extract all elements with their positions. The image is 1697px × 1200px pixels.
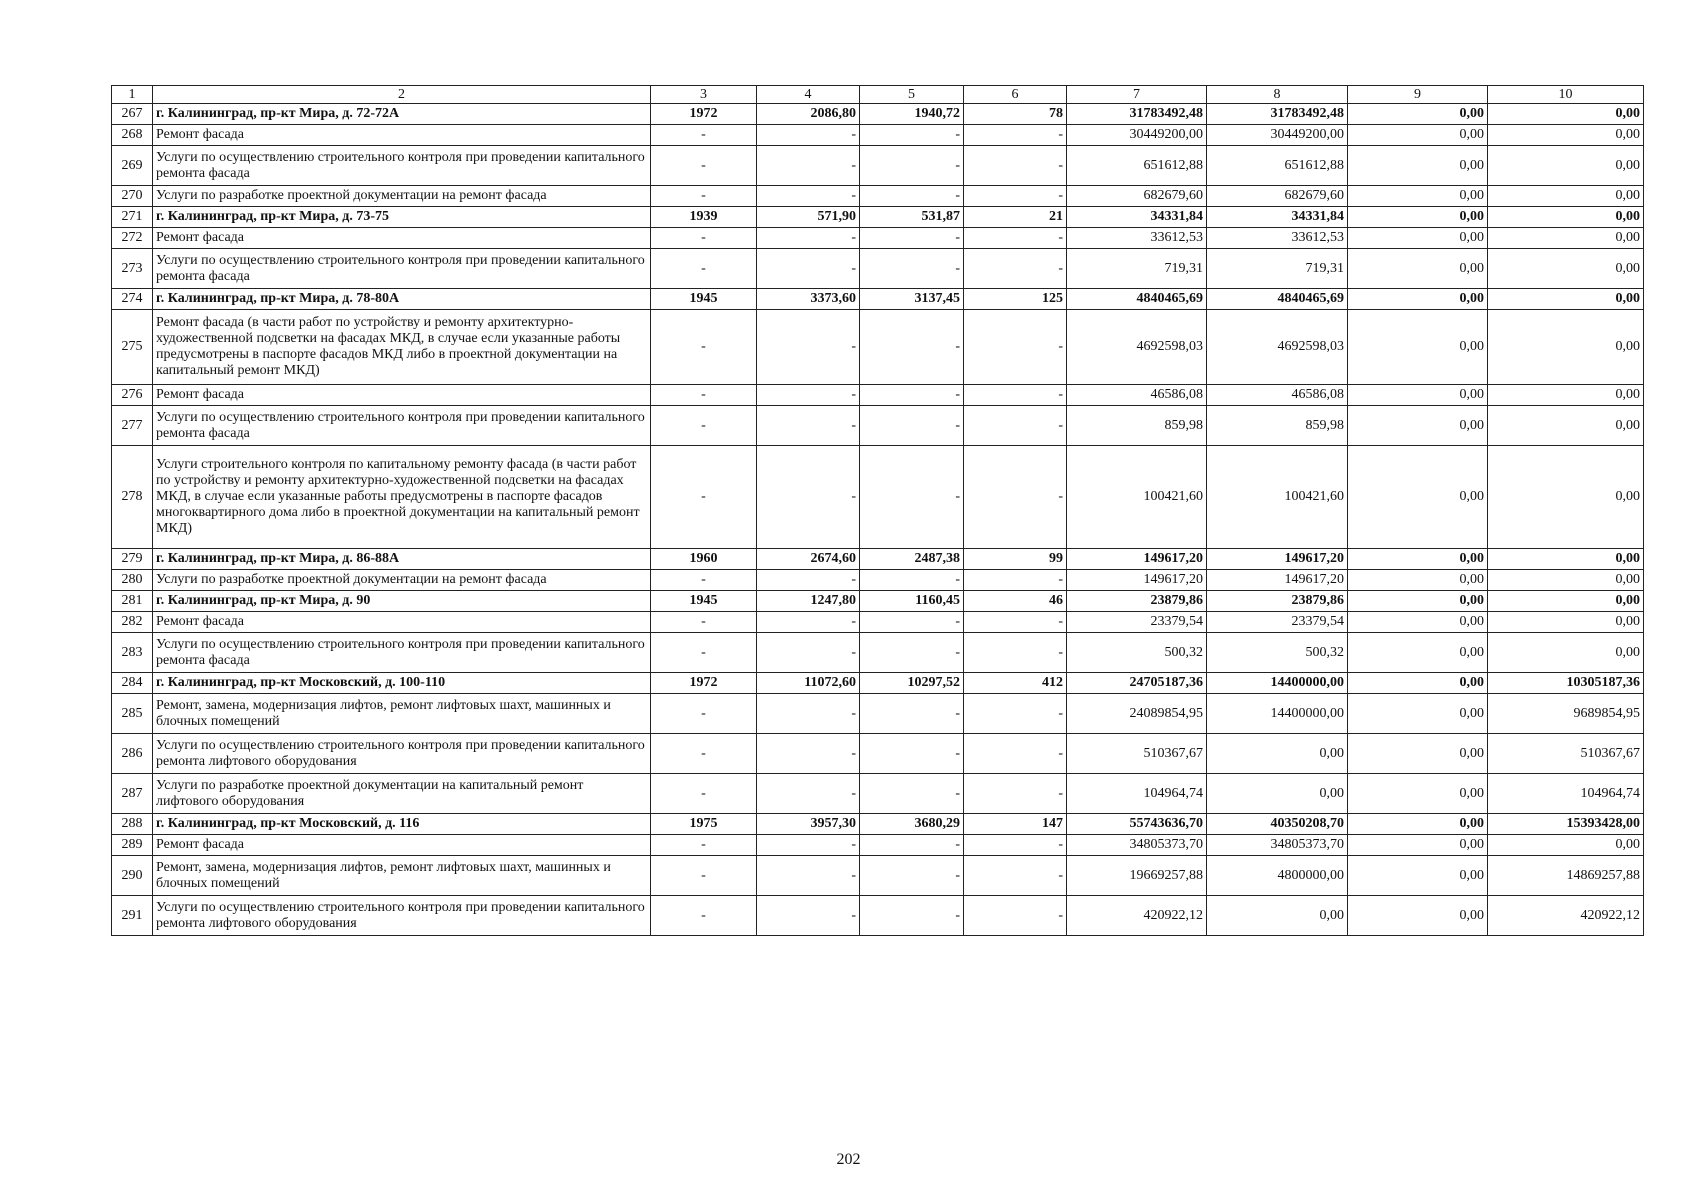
area-total-cell: - — [757, 835, 860, 856]
area-total-cell: - — [757, 612, 860, 633]
fund-cost-cell: 14400000,00 — [1207, 673, 1348, 694]
owners-cost-cell: 0,00 — [1488, 633, 1644, 673]
row-description: Услуги по осуществлению строительного контроля при проведении капитального ремонта лифтового оборудования — [153, 734, 651, 774]
area-living-cell: 3137,45 — [860, 289, 964, 310]
total-cost-cell: 104964,74 — [1067, 774, 1207, 814]
total-cost-cell: 651612,88 — [1067, 146, 1207, 186]
row-number: 272 — [112, 228, 153, 249]
budget-cost-cell: 0,00 — [1348, 446, 1488, 549]
column-header: 1 — [112, 86, 153, 104]
owners-cost-cell: 0,00 — [1488, 310, 1644, 385]
column-header: 9 — [1348, 86, 1488, 104]
area-total-cell: - — [757, 249, 860, 289]
table-body — [112, 104, 1644, 936]
area-total-cell: - — [757, 446, 860, 549]
total-cost-cell: 34331,84 — [1067, 207, 1207, 228]
residents-cell: - — [964, 633, 1067, 673]
fund-cost-cell: 46586,08 — [1207, 385, 1348, 406]
residents-cell: - — [964, 734, 1067, 774]
residents-cell: - — [964, 385, 1067, 406]
area-total-cell: 11072,60 — [757, 673, 860, 694]
address-row — [112, 104, 1644, 125]
year-cell: 1975 — [651, 814, 757, 835]
year-cell: - — [651, 570, 757, 591]
fund-cost-cell: 4840465,69 — [1207, 289, 1348, 310]
year-cell: - — [651, 446, 757, 549]
total-cost-cell: 33612,53 — [1067, 228, 1207, 249]
row-number: 274 — [112, 289, 153, 310]
owners-cost-cell: 0,00 — [1488, 549, 1644, 570]
row-description: Услуги по осуществлению строительного контроля при проведении капитального ремонта фасада — [153, 633, 651, 673]
area-living-cell: - — [860, 186, 964, 207]
budget-cost-cell: 0,00 — [1348, 734, 1488, 774]
budget-cost-cell: 0,00 — [1348, 570, 1488, 591]
area-living-cell: - — [860, 835, 964, 856]
owners-cost-cell: 0,00 — [1488, 446, 1644, 549]
residents-cell: - — [964, 186, 1067, 207]
budget-cost-cell: 0,00 — [1348, 856, 1488, 896]
area-total-cell: - — [757, 734, 860, 774]
residents-cell: - — [964, 249, 1067, 289]
fund-cost-cell: 30449200,00 — [1207, 125, 1348, 146]
row-number: 283 — [112, 633, 153, 673]
residents-cell: 21 — [964, 207, 1067, 228]
fund-cost-cell: 33612,53 — [1207, 228, 1348, 249]
budget-cost-cell: 0,00 — [1348, 694, 1488, 734]
owners-cost-cell: 0,00 — [1488, 207, 1644, 228]
row-description: Услуги по разработке проектной документации на ремонт фасада — [153, 186, 651, 207]
row-description: Ремонт, замена, модернизация лифтов, ремонт лифтовых шахт, машинных и блочных помещений — [153, 856, 651, 896]
year-cell: 1945 — [651, 591, 757, 612]
fund-cost-cell: 34331,84 — [1207, 207, 1348, 228]
owners-cost-cell: 10305187,36 — [1488, 673, 1644, 694]
fund-cost-cell: 0,00 — [1207, 896, 1348, 936]
total-cost-cell: 23379,54 — [1067, 612, 1207, 633]
owners-cost-cell: 0,00 — [1488, 289, 1644, 310]
budget-cost-cell: 0,00 — [1348, 673, 1488, 694]
table-row — [112, 570, 1644, 591]
budget-cost-cell: 0,00 — [1348, 896, 1488, 936]
year-cell: - — [651, 146, 757, 186]
year-cell: - — [651, 310, 757, 385]
table-row — [112, 146, 1644, 186]
owners-cost-cell: 14869257,88 — [1488, 856, 1644, 896]
residents-cell: - — [964, 228, 1067, 249]
fund-cost-cell: 0,00 — [1207, 734, 1348, 774]
area-total-cell: - — [757, 406, 860, 446]
row-number: 268 — [112, 125, 153, 146]
fund-cost-cell: 34805373,70 — [1207, 835, 1348, 856]
total-cost-cell: 30449200,00 — [1067, 125, 1207, 146]
budget-cost-cell: 0,00 — [1348, 612, 1488, 633]
table-row — [112, 633, 1644, 673]
year-cell: - — [651, 406, 757, 446]
residents-cell: - — [964, 125, 1067, 146]
owners-cost-cell: 0,00 — [1488, 835, 1644, 856]
fund-cost-cell: 23879,86 — [1207, 591, 1348, 612]
area-living-cell: 531,87 — [860, 207, 964, 228]
address-row — [112, 814, 1644, 835]
budget-cost-cell: 0,00 — [1348, 228, 1488, 249]
row-description: Услуги по разработке проектной документации на капитальный ремонт лифтового оборудования — [153, 774, 651, 814]
year-cell: - — [651, 633, 757, 673]
owners-cost-cell: 9689854,95 — [1488, 694, 1644, 734]
area-total-cell: - — [757, 310, 860, 385]
total-cost-cell: 24089854,95 — [1067, 694, 1207, 734]
area-living-cell: - — [860, 694, 964, 734]
area-total-cell: - — [757, 856, 860, 896]
fund-cost-cell: 682679,60 — [1207, 186, 1348, 207]
address-row — [112, 289, 1644, 310]
year-cell: 1972 — [651, 104, 757, 125]
row-description: г. Калининград, пр-кт Мира, д. 78-80А — [153, 289, 651, 310]
table-row — [112, 446, 1644, 549]
year-cell: - — [651, 896, 757, 936]
total-cost-cell: 31783492,48 — [1067, 104, 1207, 125]
budget-cost-cell: 0,00 — [1348, 814, 1488, 835]
area-total-cell: - — [757, 125, 860, 146]
area-total-cell: 2674,60 — [757, 549, 860, 570]
row-description: Услуги по осуществлению строительного контроля при проведении капитального ремонта лифтового оборудования — [153, 896, 651, 936]
budget-cost-cell: 0,00 — [1348, 289, 1488, 310]
document-sheet — [111, 85, 1643, 936]
row-number: 286 — [112, 734, 153, 774]
area-living-cell: - — [860, 774, 964, 814]
year-cell: 1939 — [651, 207, 757, 228]
residents-cell: 78 — [964, 104, 1067, 125]
budget-cost-cell: 0,00 — [1348, 549, 1488, 570]
area-living-cell: 1940,72 — [860, 104, 964, 125]
year-cell: 1972 — [651, 673, 757, 694]
row-description: Услуги по осуществлению строительного контроля при проведении капитального ремонта фасада — [153, 249, 651, 289]
fund-cost-cell: 0,00 — [1207, 774, 1348, 814]
row-description: Ремонт фасада — [153, 228, 651, 249]
row-description: Услуги по осуществлению строительного контроля при проведении капитального ремонта фасада — [153, 406, 651, 446]
area-living-cell: - — [860, 896, 964, 936]
column-number-row — [112, 86, 1644, 104]
fund-cost-cell: 719,31 — [1207, 249, 1348, 289]
row-description: г. Калининград, пр-кт Московский, д. 100-110 — [153, 673, 651, 694]
row-number: 284 — [112, 673, 153, 694]
table-row — [112, 856, 1644, 896]
residents-cell: 46 — [964, 591, 1067, 612]
table-row — [112, 612, 1644, 633]
row-description: г. Калининград, пр-кт Мира, д. 90 — [153, 591, 651, 612]
capital-repair-table — [111, 85, 1644, 936]
column-header: 5 — [860, 86, 964, 104]
total-cost-cell: 510367,67 — [1067, 734, 1207, 774]
area-living-cell: - — [860, 146, 964, 186]
table-row — [112, 228, 1644, 249]
owners-cost-cell: 0,00 — [1488, 228, 1644, 249]
total-cost-cell: 500,32 — [1067, 633, 1207, 673]
table-row — [112, 125, 1644, 146]
fund-cost-cell: 40350208,70 — [1207, 814, 1348, 835]
row-number: 278 — [112, 446, 153, 549]
area-living-cell: 2487,38 — [860, 549, 964, 570]
owners-cost-cell: 0,00 — [1488, 406, 1644, 446]
row-number: 267 — [112, 104, 153, 125]
column-header: 2 — [153, 86, 651, 104]
row-number: 291 — [112, 896, 153, 936]
total-cost-cell: 4692598,03 — [1067, 310, 1207, 385]
area-total-cell: - — [757, 694, 860, 734]
total-cost-cell: 682679,60 — [1067, 186, 1207, 207]
area-living-cell: - — [860, 249, 964, 289]
fund-cost-cell: 100421,60 — [1207, 446, 1348, 549]
total-cost-cell: 149617,20 — [1067, 570, 1207, 591]
year-cell: - — [651, 612, 757, 633]
area-total-cell: - — [757, 633, 860, 673]
table-row — [112, 734, 1644, 774]
row-number: 290 — [112, 856, 153, 896]
address-row — [112, 673, 1644, 694]
owners-cost-cell: 0,00 — [1488, 125, 1644, 146]
area-total-cell: 3373,60 — [757, 289, 860, 310]
year-cell: - — [651, 228, 757, 249]
area-total-cell: - — [757, 186, 860, 207]
row-number: 270 — [112, 186, 153, 207]
total-cost-cell: 859,98 — [1067, 406, 1207, 446]
area-total-cell: - — [757, 896, 860, 936]
budget-cost-cell: 0,00 — [1348, 249, 1488, 289]
area-living-cell: 1160,45 — [860, 591, 964, 612]
row-description: Услуги по разработке проектной документации на ремонт фасада — [153, 570, 651, 591]
row-number: 281 — [112, 591, 153, 612]
total-cost-cell: 34805373,70 — [1067, 835, 1207, 856]
residents-cell: 147 — [964, 814, 1067, 835]
fund-cost-cell: 500,32 — [1207, 633, 1348, 673]
owners-cost-cell: 0,00 — [1488, 385, 1644, 406]
area-living-cell: - — [860, 125, 964, 146]
page-number: 202 — [836, 1151, 861, 1168]
owners-cost-cell: 104964,74 — [1488, 774, 1644, 814]
area-total-cell: 2086,80 — [757, 104, 860, 125]
total-cost-cell: 46586,08 — [1067, 385, 1207, 406]
address-row — [112, 207, 1644, 228]
year-cell: - — [651, 774, 757, 814]
year-cell: 1945 — [651, 289, 757, 310]
area-total-cell: - — [757, 385, 860, 406]
fund-cost-cell: 4692598,03 — [1207, 310, 1348, 385]
row-description: Ремонт фасада — [153, 125, 651, 146]
area-living-cell: - — [860, 228, 964, 249]
residents-cell: 125 — [964, 289, 1067, 310]
year-cell: - — [651, 694, 757, 734]
column-header: 4 — [757, 86, 860, 104]
budget-cost-cell: 0,00 — [1348, 125, 1488, 146]
total-cost-cell: 19669257,88 — [1067, 856, 1207, 896]
row-description: Ремонт фасада — [153, 612, 651, 633]
row-number: 282 — [112, 612, 153, 633]
residents-cell: - — [964, 406, 1067, 446]
owners-cost-cell: 510367,67 — [1488, 734, 1644, 774]
fund-cost-cell: 149617,20 — [1207, 549, 1348, 570]
owners-cost-cell: 15393428,00 — [1488, 814, 1644, 835]
row-number: 287 — [112, 774, 153, 814]
fund-cost-cell: 14400000,00 — [1207, 694, 1348, 734]
year-cell: - — [651, 856, 757, 896]
budget-cost-cell: 0,00 — [1348, 104, 1488, 125]
residents-cell: - — [964, 310, 1067, 385]
residents-cell: - — [964, 856, 1067, 896]
row-description: Услуги строительного контроля по капитальному ремонту фасада (в части работ по устройству и ремонту архитектурно-художественной подсветки на фасадах МКД, в случае если указанные работы предусмотрены в паспорте фасадов многоквартирного дома либо в проектной документации на капитальный ремонт МКД) — [153, 446, 651, 549]
row-number: 275 — [112, 310, 153, 385]
budget-cost-cell: 0,00 — [1348, 186, 1488, 207]
table-row — [112, 835, 1644, 856]
owners-cost-cell: 0,00 — [1488, 612, 1644, 633]
table-row — [112, 406, 1644, 446]
column-header: 3 — [651, 86, 757, 104]
total-cost-cell: 23879,86 — [1067, 591, 1207, 612]
row-description: Услуги по осуществлению строительного контроля при проведении капитального ремонта фасада — [153, 146, 651, 186]
residents-cell: - — [964, 612, 1067, 633]
area-total-cell: - — [757, 570, 860, 591]
owners-cost-cell: 420922,12 — [1488, 896, 1644, 936]
area-living-cell: - — [860, 385, 964, 406]
total-cost-cell: 149617,20 — [1067, 549, 1207, 570]
budget-cost-cell: 0,00 — [1348, 146, 1488, 186]
row-number: 289 — [112, 835, 153, 856]
column-header: 6 — [964, 86, 1067, 104]
residents-cell: 99 — [964, 549, 1067, 570]
area-living-cell: - — [860, 734, 964, 774]
total-cost-cell: 55743636,70 — [1067, 814, 1207, 835]
year-cell: 1960 — [651, 549, 757, 570]
residents-cell: - — [964, 146, 1067, 186]
table-row — [112, 774, 1644, 814]
column-header: 7 — [1067, 86, 1207, 104]
row-description: Ремонт фасада — [153, 385, 651, 406]
column-header: 8 — [1207, 86, 1348, 104]
table-row — [112, 694, 1644, 734]
owners-cost-cell: 0,00 — [1488, 249, 1644, 289]
budget-cost-cell: 0,00 — [1348, 207, 1488, 228]
fund-cost-cell: 149617,20 — [1207, 570, 1348, 591]
total-cost-cell: 100421,60 — [1067, 446, 1207, 549]
total-cost-cell: 24705187,36 — [1067, 673, 1207, 694]
column-header: 10 — [1488, 86, 1644, 104]
residents-cell: - — [964, 835, 1067, 856]
row-description: г. Калининград, пр-кт Мира, д. 73-75 — [153, 207, 651, 228]
row-description: Ремонт фасада (в части работ по устройству и ремонту архитектурно-художественной подсветки на фасадах МКД, в случае если указанные работы предусмотрены в паспорте фасадов МКД либо в проектной документации на капитальный ремонт МКД) — [153, 310, 651, 385]
total-cost-cell: 420922,12 — [1067, 896, 1207, 936]
budget-cost-cell: 0,00 — [1348, 591, 1488, 612]
row-number: 273 — [112, 249, 153, 289]
row-number: 271 — [112, 207, 153, 228]
residents-cell: - — [964, 446, 1067, 549]
row-number: 276 — [112, 385, 153, 406]
area-living-cell: - — [860, 612, 964, 633]
table-row — [112, 249, 1644, 289]
budget-cost-cell: 0,00 — [1348, 774, 1488, 814]
residents-cell: - — [964, 896, 1067, 936]
budget-cost-cell: 0,00 — [1348, 633, 1488, 673]
fund-cost-cell: 4800000,00 — [1207, 856, 1348, 896]
year-cell: - — [651, 186, 757, 207]
residents-cell: - — [964, 570, 1067, 591]
area-living-cell: - — [860, 856, 964, 896]
total-cost-cell: 719,31 — [1067, 249, 1207, 289]
area-living-cell: 10297,52 — [860, 673, 964, 694]
row-number: 285 — [112, 694, 153, 734]
residents-cell: - — [964, 774, 1067, 814]
budget-cost-cell: 0,00 — [1348, 385, 1488, 406]
year-cell: - — [651, 249, 757, 289]
owners-cost-cell: 0,00 — [1488, 591, 1644, 612]
area-living-cell: - — [860, 406, 964, 446]
area-total-cell: 571,90 — [757, 207, 860, 228]
fund-cost-cell: 31783492,48 — [1207, 104, 1348, 125]
area-total-cell: 1247,80 — [757, 591, 860, 612]
budget-cost-cell: 0,00 — [1348, 835, 1488, 856]
row-number: 288 — [112, 814, 153, 835]
year-cell: - — [651, 734, 757, 774]
row-description: г. Калининград, пр-кт Мира, д. 86-88А — [153, 549, 651, 570]
row-number: 277 — [112, 406, 153, 446]
budget-cost-cell: 0,00 — [1348, 406, 1488, 446]
area-total-cell: 3957,30 — [757, 814, 860, 835]
address-row — [112, 549, 1644, 570]
table-row — [112, 385, 1644, 406]
residents-cell: 412 — [964, 673, 1067, 694]
area-living-cell: - — [860, 446, 964, 549]
area-total-cell: - — [757, 146, 860, 186]
row-number: 279 — [112, 549, 153, 570]
table-row — [112, 310, 1644, 385]
table-row — [112, 186, 1644, 207]
area-total-cell: - — [757, 228, 860, 249]
row-description: Ремонт, замена, модернизация лифтов, ремонт лифтовых шахт, машинных и блочных помещений — [153, 694, 651, 734]
owners-cost-cell: 0,00 — [1488, 570, 1644, 591]
area-total-cell: - — [757, 774, 860, 814]
fund-cost-cell: 23379,54 — [1207, 612, 1348, 633]
total-cost-cell: 4840465,69 — [1067, 289, 1207, 310]
address-row — [112, 591, 1644, 612]
owners-cost-cell: 0,00 — [1488, 104, 1644, 125]
budget-cost-cell: 0,00 — [1348, 310, 1488, 385]
area-living-cell: - — [860, 633, 964, 673]
owners-cost-cell: 0,00 — [1488, 146, 1644, 186]
row-number: 269 — [112, 146, 153, 186]
row-description: г. Калининград, пр-кт Московский, д. 116 — [153, 814, 651, 835]
area-living-cell: - — [860, 570, 964, 591]
table-row — [112, 896, 1644, 936]
row-description: г. Калининград, пр-кт Мира, д. 72-72А — [153, 104, 651, 125]
residents-cell: - — [964, 694, 1067, 734]
year-cell: - — [651, 385, 757, 406]
fund-cost-cell: 859,98 — [1207, 406, 1348, 446]
area-living-cell: - — [860, 310, 964, 385]
row-description: Ремонт фасада — [153, 835, 651, 856]
fund-cost-cell: 651612,88 — [1207, 146, 1348, 186]
year-cell: - — [651, 835, 757, 856]
row-number: 280 — [112, 570, 153, 591]
year-cell: - — [651, 125, 757, 146]
area-living-cell: 3680,29 — [860, 814, 964, 835]
owners-cost-cell: 0,00 — [1488, 186, 1644, 207]
